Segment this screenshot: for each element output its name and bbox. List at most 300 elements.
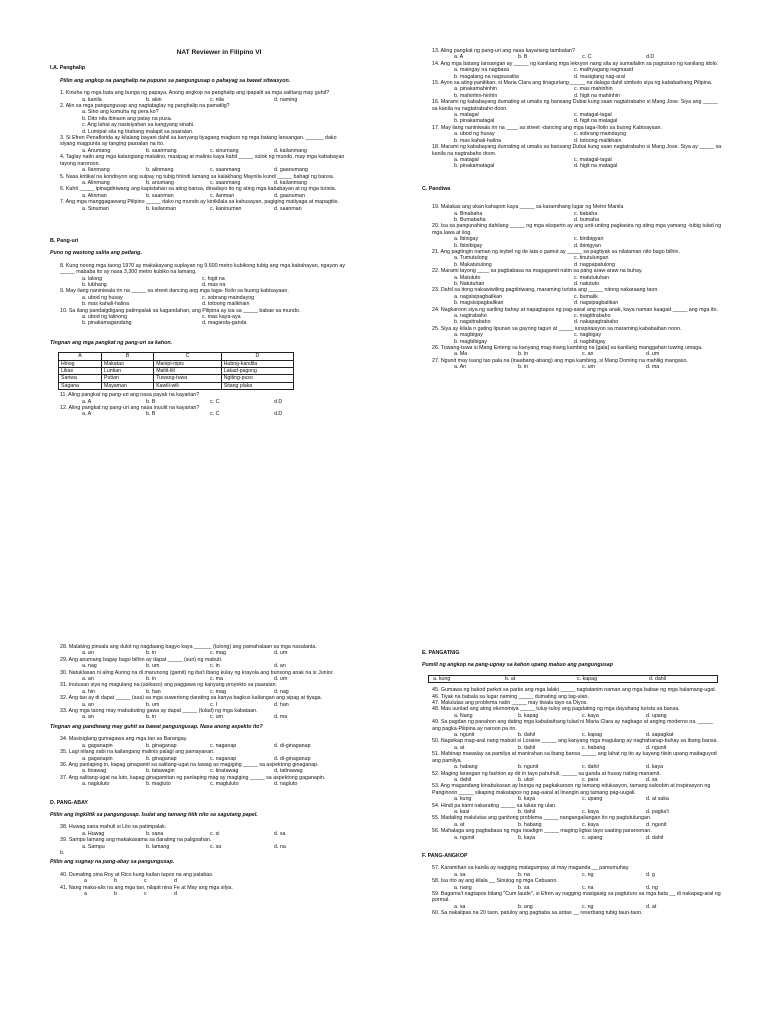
answer-choices bbox=[454, 67, 722, 80]
question-text: 11. Aling pangkat ng pang-uri ang nasa payak na kayarian? bbox=[60, 392, 200, 399]
answer-choice: b. B bbox=[146, 398, 156, 405]
answer-choice: b. lubhang bbox=[82, 281, 107, 288]
answer-choice: c. dahil bbox=[582, 764, 599, 771]
answer-choice: d. an bbox=[274, 663, 286, 670]
question-item bbox=[60, 657, 350, 670]
question-item bbox=[432, 80, 722, 99]
table-cell: Lakad-pagong bbox=[221, 368, 293, 375]
answer-choice: c. naganap bbox=[210, 755, 237, 762]
answer-choice: a. Matututo bbox=[454, 274, 481, 281]
table-header-cell: A bbox=[59, 353, 102, 360]
answer-choice: b. magalang na nagsusalita bbox=[454, 73, 519, 80]
instruction-pang-uri-table: Tingnan ang mga pangkat ng pang-uri sa kahon. bbox=[50, 339, 173, 346]
question-item bbox=[432, 719, 722, 738]
answer-choices bbox=[454, 236, 722, 249]
answer-choice: b. dahil bbox=[518, 744, 536, 751]
document-title: NAT Reviewer in Filipino VI bbox=[176, 49, 262, 56]
table-row bbox=[59, 382, 294, 389]
answer-choice: c. sobrang maindayog bbox=[574, 131, 627, 138]
table-cell: Sagana bbox=[59, 382, 102, 389]
answer-choice: b. magbibigay bbox=[454, 338, 487, 345]
answer-choices bbox=[454, 86, 722, 99]
question-group-pang-uri bbox=[50, 263, 350, 327]
question-text: 50. Nagsikap mag-aral nang mabuti si Loraine _____ ang kanyang mga magulang ay naghahanap-buhay sa ibang bansa. bbox=[432, 738, 718, 745]
answer-choice: a. sa bbox=[454, 903, 466, 910]
answer-choice: a. Alinmang bbox=[82, 179, 110, 186]
question-text: 10. Sa ilang pandaigdigang patimpalak sa kagandahan, ang Pilipina ay isa sa _____ babae sa mundo. bbox=[60, 307, 301, 314]
question-text: 20. Isa sa pangunahing dahilang _____ ng mga eksperto ay ang unti-unting pagkasira ng ating mga yamang -tubig tulad ng mga lawa at ilog. bbox=[432, 223, 722, 236]
question-item bbox=[60, 90, 350, 103]
question-text: 2. Alin sa mga pangungusap ang nagtataglay ng panghalip na pamatlig? bbox=[60, 103, 230, 110]
stray-choice: b. bbox=[60, 849, 65, 856]
answer-choice: d. um bbox=[274, 676, 288, 683]
question-text: 23. Dahil sa itong nakawiwiling pagdiriwang, maraming turista ang _____ nitong nakaraang taon. bbox=[432, 287, 659, 294]
question-text: 4. Taglay natin ang mga katangiang matalino, masipag at malinis kaya kahit _____ sulok ng mundo, may mga kababayan tayong naroroon. bbox=[60, 154, 345, 167]
answer-choice: c. upang bbox=[582, 834, 603, 841]
answer-choice: a. Binabaha bbox=[454, 210, 483, 217]
question-group-panghalip bbox=[50, 90, 350, 212]
clause-label: d bbox=[174, 878, 177, 885]
table-cell: Likas bbox=[59, 368, 102, 375]
answer-choice: b. in bbox=[146, 714, 157, 721]
answer-choice: d. nagluto bbox=[274, 781, 298, 788]
answer-choice: b. ang bbox=[518, 903, 533, 910]
question-item bbox=[60, 154, 350, 173]
answer-choice: c. nila bbox=[210, 96, 224, 103]
clause-label: a bbox=[84, 878, 87, 885]
answer-choice: c. I bbox=[210, 701, 218, 708]
question-item bbox=[432, 358, 722, 371]
answer-choice: d. ma bbox=[274, 714, 288, 721]
question-item bbox=[432, 706, 722, 719]
table-cell: Maliit-liit bbox=[154, 368, 222, 375]
question-text: 32. Ang tao ay di dapat _____ (asa) sa mga suwerteng darating sa kanya bagkus kailangan ang sipag at tiyaga. bbox=[60, 695, 323, 702]
answer-choice: c. binibigyan bbox=[574, 236, 604, 243]
answer-choice: d. ma bbox=[646, 364, 660, 371]
answer-choice: a. at bbox=[454, 821, 465, 828]
answer-choice: c. C bbox=[210, 411, 220, 418]
answer-choice: d. nag bbox=[274, 688, 289, 695]
question-text: 58. Isa rito ay ang kilala __ Sinulog ng mga Cebuano. bbox=[432, 878, 558, 885]
question-text: 34. Masisiglang gumagawa ang mga tao sa Barangay. bbox=[60, 736, 188, 743]
answer-choice: a. dahil bbox=[454, 776, 472, 783]
table-header-cell: B bbox=[102, 353, 154, 360]
answer-choice: b. pinakamagandang bbox=[82, 320, 132, 327]
answer-choice: d. masiglang nag-aral bbox=[574, 73, 625, 80]
table-header-cell: C bbox=[154, 353, 222, 360]
answer-choice: c. magluluto bbox=[210, 781, 239, 788]
answer-choice: b. kaya bbox=[518, 796, 536, 803]
clause-label: b bbox=[114, 891, 117, 897]
page-2 bbox=[0, 640, 768, 1024]
question-group-pandiwa bbox=[422, 204, 722, 371]
question-text: 17. May ilang naniniwala rin na ____ sa street -dancing ang mga taga-Iloilo sa buong Kabisayaan. bbox=[432, 124, 662, 131]
answer-choice: d. di-ginaganap bbox=[274, 742, 311, 749]
instruction-aspekto: Tingnan ang pandiwang may guhit sa bawat pangungusap. Nasa anong aspekto ito? bbox=[50, 723, 263, 730]
clause-label: c bbox=[144, 891, 147, 897]
question-item bbox=[60, 135, 350, 154]
question-text: 38. Huwag sana mahuli si Lito sa patimpalak. bbox=[60, 824, 167, 831]
question-item bbox=[432, 307, 722, 326]
answer-choices bbox=[82, 714, 350, 720]
question-text: 15. Ayon sa ating panitikan, si Maria Clara ang tinaguriang _____ na dalaga dahil simbolo siya ng kababaihang Pilipina. bbox=[432, 80, 713, 87]
answer-choice: b. dahil bbox=[518, 732, 536, 739]
answer-choice: a. An bbox=[454, 364, 467, 371]
answer-choice: a. hin bbox=[82, 688, 95, 695]
question-item bbox=[60, 682, 350, 695]
question-item bbox=[432, 771, 722, 784]
answer-choice: b. habang bbox=[518, 821, 542, 828]
answer-choice: b. ngunit bbox=[518, 764, 539, 771]
conjunction-option: c. kapag bbox=[577, 675, 598, 682]
question-item bbox=[432, 99, 722, 125]
answer-choice: b. saanman bbox=[146, 192, 174, 199]
question-group-pang-uri-table bbox=[50, 392, 350, 418]
table-cell: Hinog bbox=[59, 360, 102, 367]
answer-choice: a. nagsisipagbalikan bbox=[454, 293, 503, 300]
answer-choice: a. an bbox=[82, 714, 94, 721]
answer-choice: d. naming bbox=[274, 96, 298, 103]
answer-choice: c. bumalik bbox=[574, 293, 598, 300]
answer-choice: a. kung bbox=[454, 796, 472, 803]
answer-choice: b. Dito nila ibinaon ang patay na pusa. bbox=[82, 115, 173, 122]
question-text: 41. Nang maka-alis na ang mga tao, nilapit nina Fe at May ang mga silya. bbox=[60, 884, 233, 891]
answer-choice: b. pinakamatagal bbox=[454, 118, 495, 125]
answer-choice: d. at bbox=[646, 903, 657, 910]
question-item bbox=[60, 392, 350, 405]
answer-choices bbox=[454, 294, 722, 307]
answer-choices bbox=[82, 314, 350, 327]
answer-choice: d. natututo bbox=[574, 281, 600, 287]
question-item bbox=[432, 751, 722, 770]
answer-choice: a. Sampu bbox=[82, 843, 105, 850]
answer-choice: a. nagtrabaho bbox=[454, 313, 487, 320]
answer-choice: b. sa bbox=[518, 884, 530, 891]
answer-choice: a. ngunit bbox=[454, 732, 475, 739]
question-item bbox=[432, 326, 722, 345]
answer-choice: b. in bbox=[518, 351, 529, 358]
answer-choice: c. matututuhan bbox=[574, 274, 610, 281]
answer-choice: b. kaya bbox=[518, 834, 536, 841]
answer-choice: d. ng bbox=[646, 884, 658, 891]
question-item bbox=[432, 815, 722, 828]
question-item bbox=[432, 287, 722, 306]
answer-choice: a. matagal bbox=[454, 156, 479, 163]
answer-choice: a. nagluluto bbox=[82, 781, 110, 788]
answer-choice: a. ubod ng husay bbox=[82, 294, 123, 301]
answer-choices bbox=[454, 255, 722, 268]
table-cell: Sitang plaka bbox=[221, 382, 293, 389]
question-item bbox=[60, 749, 350, 762]
table-row bbox=[59, 360, 294, 367]
question-text: 35. Lagi nilang sabi na kailangang malinis palagi ang pamayanan. bbox=[60, 749, 215, 756]
question-group-pang-angkop bbox=[422, 865, 722, 916]
question-text: 37. Ang salitang-ugat na luto, kapag ginagamitan ng panlaping mag ay magiging _____ sa aspektong gaganapin. bbox=[60, 774, 326, 781]
answer-choice: b. mahinhin-hinhin bbox=[454, 92, 498, 99]
answer-choice: c. an bbox=[582, 351, 594, 358]
question-item bbox=[60, 405, 350, 418]
answer-choice: c. mag bbox=[210, 650, 226, 657]
question-item bbox=[60, 199, 350, 212]
question-text: 16. Marami ng kababayang dumating at umalis ng bansang Dubai kung saan nagtatrabaho si Mang Jose. Siya ang _____ sa kanila na nagtatrabaho doon. bbox=[432, 99, 718, 112]
answer-choice: a. Huwag bbox=[82, 830, 105, 837]
table-row bbox=[59, 375, 294, 382]
answer-choice: d. dahil bbox=[646, 834, 664, 841]
question-text: 33. Ang mga taong may mabubuting gawa ay dapat _____ (tulad) ng mga kabataan. bbox=[60, 708, 258, 715]
answer-choice: d. ibinigyan bbox=[574, 242, 601, 249]
question-item bbox=[60, 708, 350, 721]
answer-choice: a. matagal bbox=[454, 112, 479, 119]
answer-choice: d. han bbox=[274, 701, 289, 708]
answer-choice: c. Ang lahat ay nasisiyahan sa kangyang sinabi. bbox=[82, 122, 195, 129]
answer-choice: a. ubod ng husay bbox=[454, 131, 495, 138]
question-text: 9. May ilang naniniwala rin na _____ sa street dancing ang mga taga- Iloilo sa buong kabisayaan. bbox=[60, 288, 289, 295]
answer-choice: b. Makatutulong bbox=[454, 261, 492, 268]
answer-choice: a. an bbox=[82, 676, 94, 683]
answer-choice: b. Ibinibigay bbox=[454, 242, 483, 249]
question-text: 28. Malaking pinsala ang dulot ng nagdaang bagyo kaya ______ (tulong) ang pamahalaan sa mga nasalanta. bbox=[60, 644, 317, 650]
answer-choice: b. ginaganap bbox=[146, 742, 177, 749]
answer-choice: d. bumaha bbox=[574, 216, 600, 223]
table-cell: Kawili-wili bbox=[154, 382, 222, 389]
question-item bbox=[432, 144, 722, 170]
answer-choice: b. B bbox=[146, 411, 156, 418]
answer-choice: a. Ma bbox=[454, 351, 468, 358]
answer-choice: a. habang bbox=[454, 764, 478, 771]
question-text: 22. Marami tayong ____ sa pagbabasa na magagamit natin sa pang araw-araw na buhay. bbox=[432, 268, 643, 275]
answer-choice: a. nang bbox=[454, 884, 472, 891]
answer-choice: d. nagpapatulong bbox=[574, 261, 615, 268]
answer-choices bbox=[454, 364, 722, 370]
question-item bbox=[60, 837, 350, 850]
answer-choice: c. um bbox=[210, 714, 223, 721]
question-item bbox=[432, 783, 722, 802]
answer-choice: c. naganap bbox=[210, 742, 237, 749]
answer-choice: a. Sino ang kumuha ng pera ko? bbox=[82, 109, 159, 116]
answer-choices bbox=[82, 295, 350, 308]
question-item bbox=[432, 878, 722, 891]
answer-choice: c. ng bbox=[582, 871, 594, 878]
table-cell: Ngiting-puso bbox=[221, 375, 293, 382]
answer-choice: c. kaya bbox=[582, 712, 599, 719]
answer-choice: d. upang bbox=[646, 712, 667, 719]
answer-choice: a. kasi bbox=[454, 808, 470, 815]
question-text: 5. Nasa kritikal na kondisyon ang sulpay ng tubig hhindi lamang sa kalakhang Maynila kundi _____ bahagi ng bansa. bbox=[60, 173, 335, 180]
answer-choice: d. pagka't bbox=[646, 808, 669, 815]
answer-choice: b. lamang bbox=[146, 843, 170, 850]
conjunction-choice-box bbox=[428, 675, 718, 683]
answer-choice: a. Ibinigay bbox=[454, 236, 479, 243]
clause-label: c bbox=[144, 878, 147, 885]
question-item bbox=[60, 736, 350, 749]
page2-right-column bbox=[422, 644, 722, 917]
answer-choices bbox=[82, 411, 350, 417]
answer-choice: d. nagsipagbalikan bbox=[574, 300, 619, 307]
answer-choice: c. sa bbox=[210, 843, 222, 850]
question-item bbox=[432, 687, 722, 693]
answer-choice: a. sa bbox=[454, 871, 466, 878]
answer-choice: d. di-ginaganap bbox=[274, 755, 311, 762]
answer-choice: c. magtitrabaho bbox=[574, 313, 611, 320]
answer-choice: d. totoong malikhain bbox=[202, 301, 250, 308]
question-group-ingklitik bbox=[50, 824, 350, 850]
answer-choice: a. A bbox=[82, 398, 92, 405]
section-heading-pang-uri: B. Pang-uri bbox=[50, 237, 79, 244]
answer-choice: c. ilanman bbox=[210, 192, 235, 199]
answer-choice: a. ngunit bbox=[454, 834, 475, 841]
answer-choice: b. kailanman bbox=[146, 205, 177, 212]
table-header-cell: D bbox=[221, 353, 293, 360]
question-text: 40. Dumating sina Roy at Rico kung kailan tapos na ang palabas. bbox=[60, 871, 214, 878]
answer-choice: d. tatinawag bbox=[274, 768, 303, 775]
answer-choices bbox=[454, 211, 722, 224]
page2-left-column bbox=[50, 644, 350, 897]
answer-choice: d. na bbox=[274, 843, 286, 850]
answer-choices bbox=[454, 131, 722, 144]
answer-choice: b. ginaganap bbox=[146, 755, 177, 762]
answer-choice: d. kaya bbox=[646, 764, 664, 771]
answer-choice: b. tatawagin bbox=[146, 768, 175, 775]
answer-choice: d.D bbox=[274, 398, 283, 405]
answer-choice: c. um bbox=[582, 364, 595, 371]
question-text: 30. Natuklasan ni aling Auring na di marunong (gamit) ng iba't ibang kulay ng krayola ang bunsong anak na si Junior. bbox=[60, 669, 334, 676]
question-text: 8. Kung noong mga taong 1970 ay makakayang suplayan ng 9,600 metro kubikong tubig ang mga kabahayan, ngayon ay _____ mababa ito ay nasa 3,300 metro kubiko na lamang. bbox=[60, 262, 346, 276]
question-item bbox=[60, 670, 350, 683]
answer-choice: c. babaha bbox=[574, 210, 598, 217]
question-item bbox=[432, 223, 722, 249]
question-text: 3. Si Efren Penaflorida ay kilalang bayani dahil sa kanyang tiyagang magturo ng mga batang lansangan. ______ dako siyang magpunta ay tanging paaralan na ito. bbox=[60, 135, 337, 148]
answer-choice: d. higit na mahinhin bbox=[574, 92, 620, 99]
answer-choice: d. totoong malikhain bbox=[574, 137, 622, 144]
answer-choice: c. habang bbox=[582, 744, 606, 751]
question-text: 53. Ang magandang kinabukasan ay bunga ng pagkakaroon ng tamang edukasyon, tamang saloobin at inspirasyon ng Panginoon _____ sikaping makatapos ng pag-aaral at linangin ang tamang pag-uugali. bbox=[432, 783, 711, 796]
question-text: 52. Maging larangan ng fashion ay dir in tayo pahuhuli, _____ sa ganda at husay nating manamit. bbox=[432, 770, 661, 777]
answer-choice: c. mas mahinhin bbox=[574, 86, 613, 93]
question-item bbox=[432, 910, 722, 916]
question-item bbox=[432, 61, 722, 80]
answer-choice: a. pinakamahinhin bbox=[454, 86, 497, 93]
question-text: 57. Karamihan sa kanila ay nagiging matagumpay at may maganda __ pamumuhay. bbox=[432, 865, 630, 872]
answer-choice: a. maingay na nagbasa bbox=[454, 67, 510, 74]
answer-choice: c. upang bbox=[582, 796, 603, 803]
question-text: 46. Tiyak na babala sa lugar naming _____ dumating ang tag-ulan. bbox=[432, 693, 589, 700]
answer-choice: d. mas na bbox=[202, 281, 226, 288]
answer-choice: d. kailanmang bbox=[274, 147, 307, 154]
question-text: 47. Malulutas ang problema natin _____ may tiwala tayo sa Diyos. bbox=[432, 700, 588, 707]
answer-choice: d. sa bbox=[646, 776, 658, 783]
answer-choices bbox=[454, 332, 722, 345]
question-text: 27. Ngunit may isang tao pala na (inaabang-abang) ang mga kambing, si Mang Doming na mahilig mangaso. bbox=[432, 357, 688, 364]
section-heading-pandiwa: C. Pandiwa bbox=[422, 185, 451, 192]
answer-choice: d. um bbox=[646, 351, 660, 358]
section-heading-pang-abay: D. PANG-ABAY bbox=[50, 799, 88, 806]
question-text: 39. Sampu lamang ang makakasama sa darating na paligsahan. bbox=[60, 837, 212, 844]
table-cell: Luntian bbox=[102, 368, 154, 375]
question-text: 13. Aling pangkat ng pang-uri ang nasa kayariang tambalan? bbox=[432, 48, 575, 54]
answer-choice: b. dahil bbox=[518, 808, 536, 815]
answer-choice: d. higit na matagal bbox=[574, 163, 618, 170]
answer-choice: a. nag bbox=[82, 663, 97, 670]
question-text: 6. Kahit _____ ipinagdiriwang ang kapistahan sa ating bansa, dinadayo ito ng ating mga kababayan at ng mga turista. bbox=[60, 186, 337, 193]
answer-choice: b. anumang bbox=[146, 179, 174, 186]
answer-choice: b. Bumabaha bbox=[454, 216, 486, 223]
question-text: 54. Hindi pa kami nakarating _____ sa lakas ng ulan. bbox=[432, 802, 557, 809]
answer-choice: c. matagal-tagal bbox=[574, 156, 612, 163]
answer-choice: b. saanmang bbox=[146, 147, 177, 154]
question-text: 31. Inutusan siya ng magulang na (asikaso) ang paggawa ng kanyang proyekto sa paaralan. bbox=[60, 682, 278, 689]
answer-choice: b. ukol bbox=[518, 776, 534, 783]
question-item bbox=[432, 125, 722, 144]
answer-choice: c. nagbigay bbox=[574, 332, 602, 339]
answer-choice: d.D bbox=[274, 411, 283, 418]
answer-choice: a. A bbox=[82, 411, 92, 418]
question-item bbox=[432, 204, 722, 223]
question-text: 45. Gumawa ng bakod parkot sa parke ang mga lalaki _____ nagtatanim naman ang mga babae ng mga halamang-ugat. bbox=[432, 687, 717, 694]
instruction-pang-uri: Puno ng wastong salita ang patlang. bbox=[50, 250, 142, 257]
answer-choice: a. A bbox=[454, 54, 464, 61]
answer-choice: c. ng bbox=[582, 903, 594, 910]
answer-choice: c. mas kaya-aya bbox=[202, 314, 241, 320]
answer-choice: a. tinawag bbox=[82, 768, 107, 775]
answer-choices bbox=[82, 276, 350, 289]
answer-choice: b. in bbox=[518, 364, 529, 371]
question-text: 19. Malakas ang ukan kahapon kaya _____ sa karamihang lugar ng Metro Manila bbox=[432, 204, 624, 211]
answer-choice: b. nagsitrabaho bbox=[454, 319, 491, 326]
answer-choice: d. g bbox=[646, 871, 655, 878]
question-item bbox=[432, 48, 722, 61]
question-text: 26. Tuwang-tuwa si Mang Enteng sa kanyang mag-inang kambing na [gala] sa kanilang manggahan tuwing umaga. bbox=[432, 345, 703, 352]
answer-choice: a. Nang bbox=[454, 712, 473, 719]
question-item bbox=[60, 775, 350, 788]
clause-label: a bbox=[84, 891, 87, 897]
question-text: 21. Ang pagtingin naman ng leybel ng de lata o gamut ay _____ sa pagtiyak sa nilalaman nito bago bilhin. bbox=[432, 248, 680, 255]
clause-labels bbox=[84, 891, 350, 897]
answer-choices bbox=[454, 275, 722, 288]
answer-choice: c. saanmang bbox=[210, 179, 241, 186]
answer-choice: d. ngunit bbox=[646, 821, 667, 828]
answer-choice: c. higit na bbox=[202, 275, 225, 282]
question-group-pandiwa-cont bbox=[50, 644, 350, 721]
answer-choice: b. um bbox=[146, 701, 160, 708]
answer-choice: d. ngunit bbox=[646, 744, 667, 751]
answer-choices bbox=[82, 109, 350, 135]
answer-choice: b. pinakamatagal bbox=[454, 163, 495, 170]
answer-choice: a. lalong bbox=[82, 275, 103, 282]
answer-choice: b. mas kahali-halina bbox=[454, 137, 502, 144]
page1-right-column bbox=[422, 48, 722, 371]
answer-choice: a. gaganapin bbox=[82, 755, 113, 762]
answer-choice: d.D bbox=[646, 54, 655, 61]
answer-choice: d. nagbibigay bbox=[574, 338, 606, 345]
question-text: 29. Ang anumang bagay bago bilhin ay dapat _____ (suri) ng mabuti. bbox=[60, 656, 223, 663]
question-item bbox=[60, 103, 350, 135]
answer-choice: c. matagal-tagal bbox=[574, 112, 612, 119]
answer-choice: d. at saka bbox=[646, 796, 669, 803]
question-item bbox=[60, 762, 350, 775]
instruction-sugnay: Piliin ang sugnay na pang-abay sa pangungusap. bbox=[50, 859, 175, 866]
answer-choice: b. kapag bbox=[518, 712, 539, 719]
question-item bbox=[60, 872, 350, 885]
answer-choice: b. B bbox=[518, 54, 528, 61]
question-item bbox=[432, 268, 722, 287]
question-item bbox=[60, 695, 350, 708]
answer-choice: c. na bbox=[582, 884, 594, 891]
answer-choice: b. na bbox=[518, 871, 530, 878]
question-item bbox=[60, 263, 350, 289]
answer-choice: d. saanman bbox=[274, 205, 302, 212]
table-cell: Mayaman bbox=[102, 382, 154, 389]
answer-choice: a. at bbox=[454, 744, 465, 751]
